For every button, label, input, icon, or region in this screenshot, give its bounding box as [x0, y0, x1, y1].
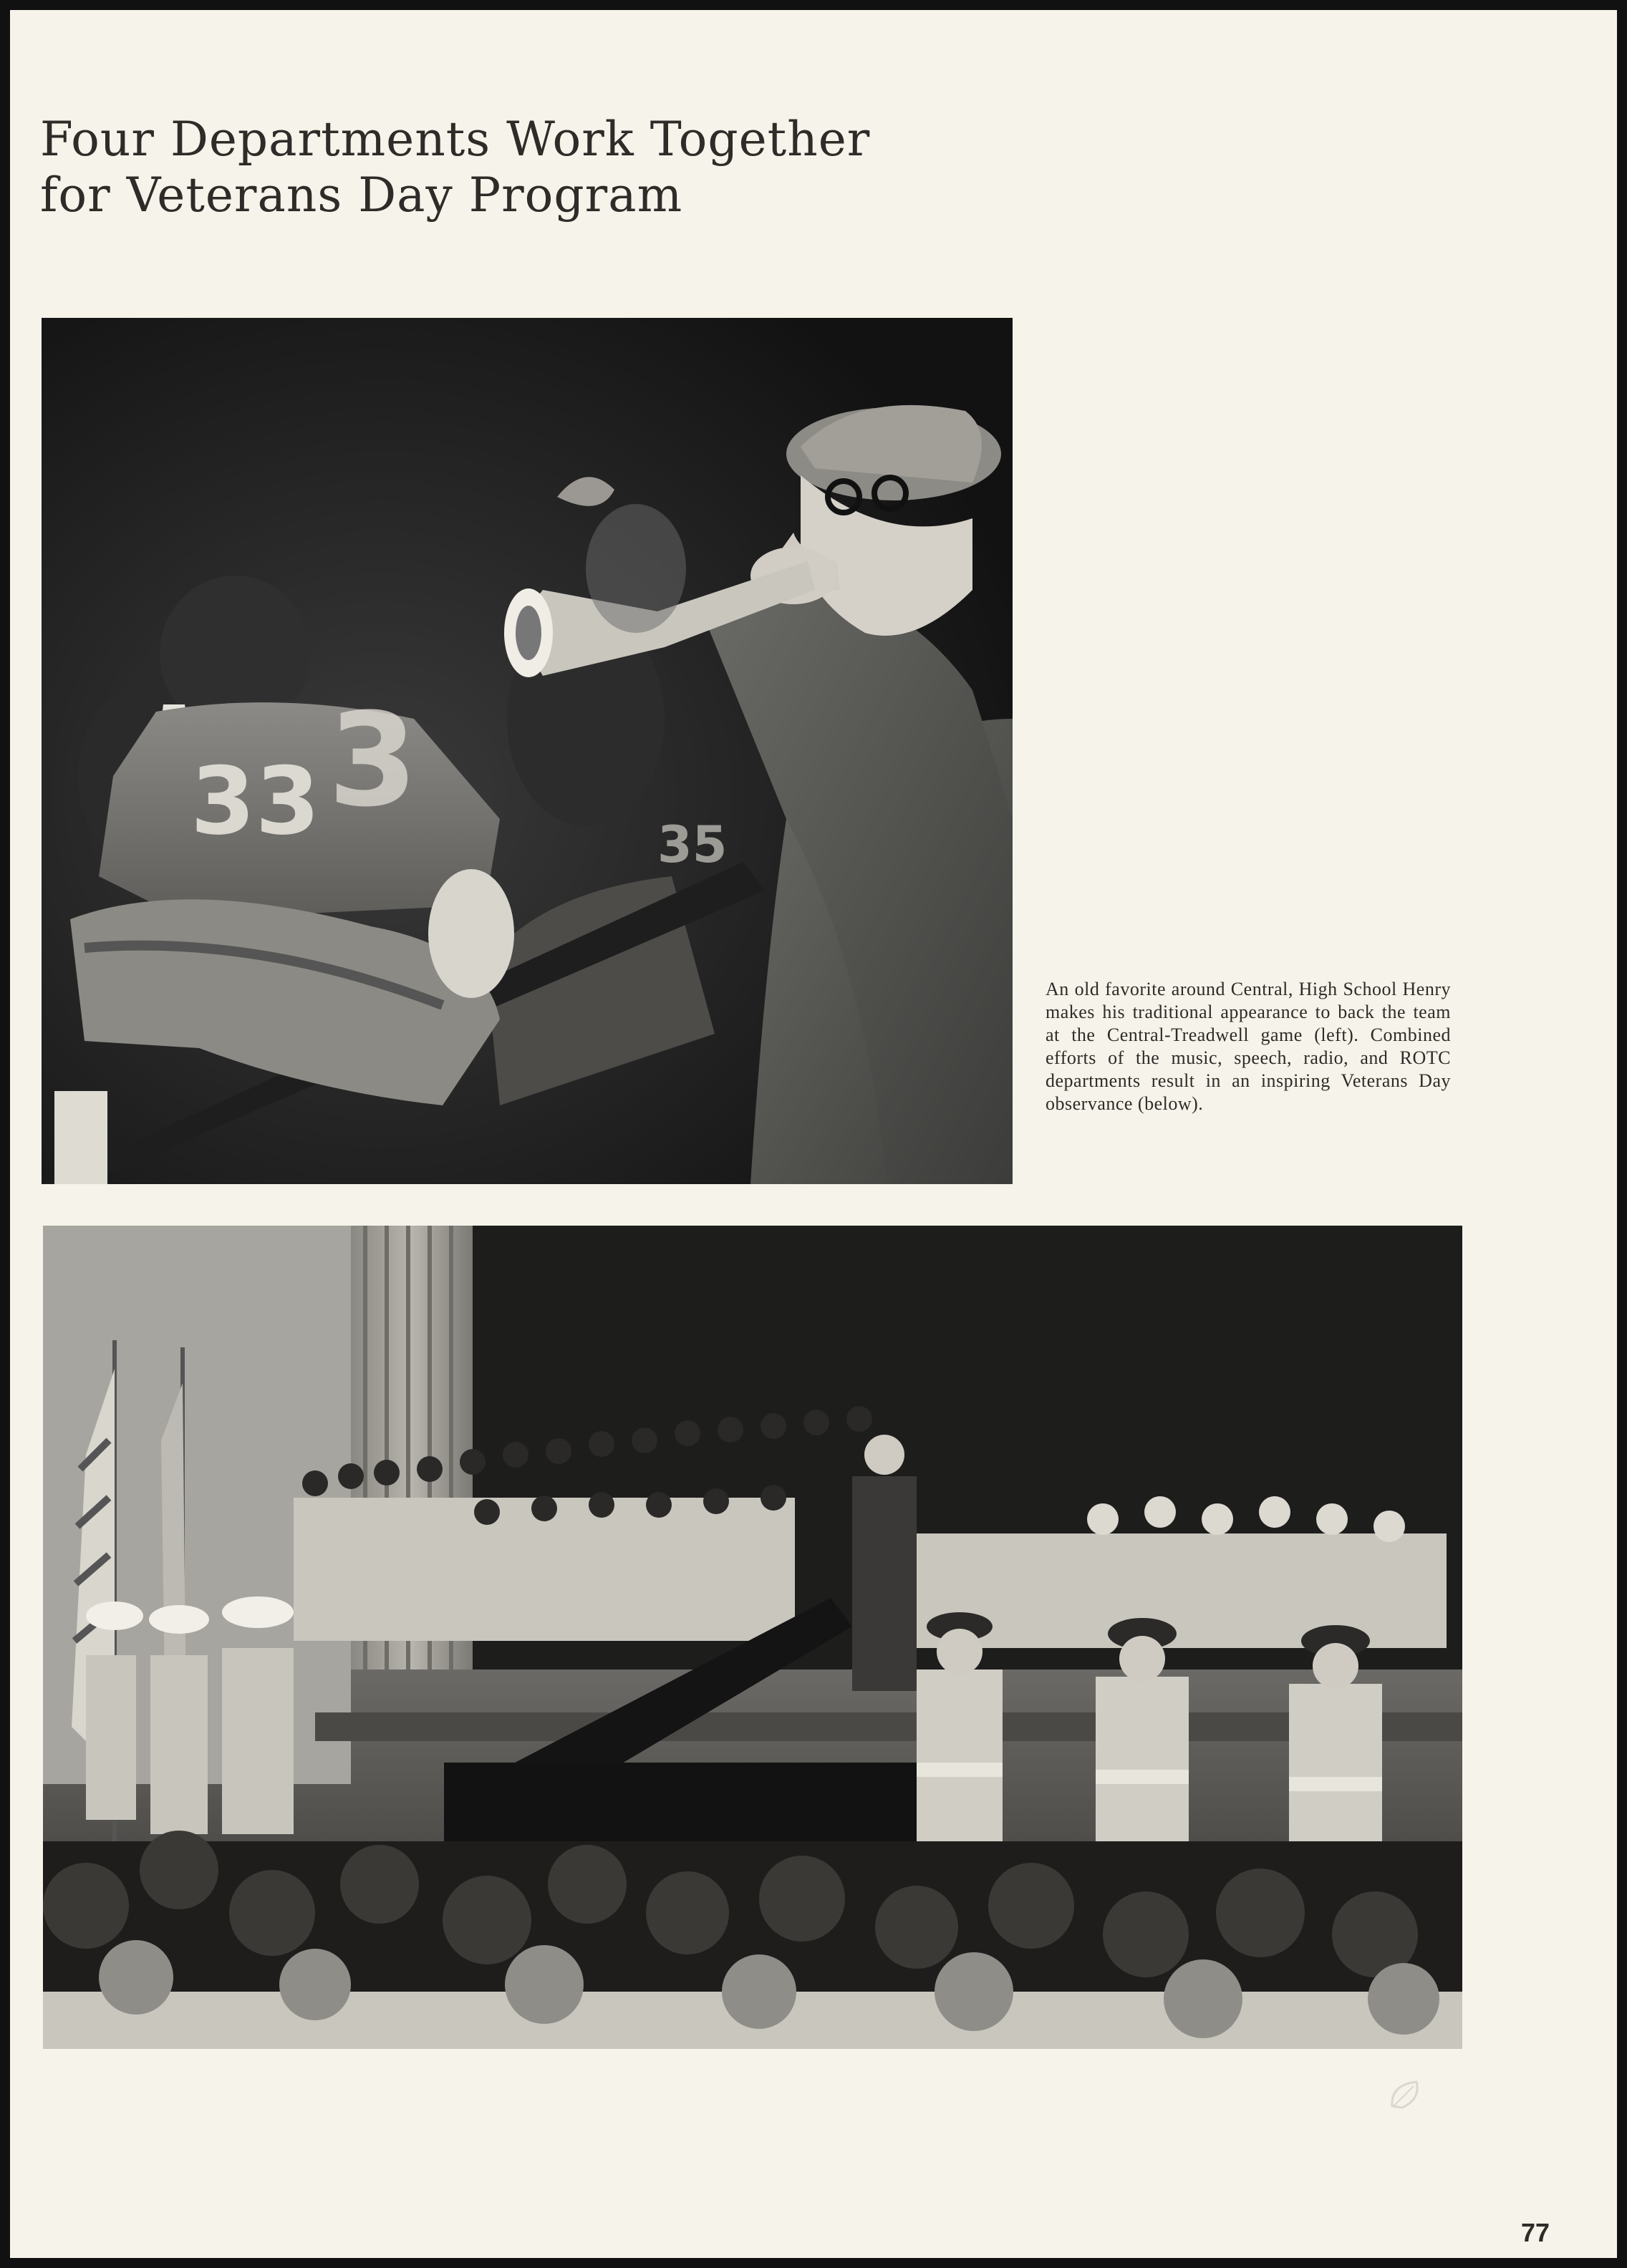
page-title: [40, 112, 971, 223]
jersey-number-33: 33: [190, 747, 320, 856]
veterans-day-illustration: [43, 1226, 1462, 2049]
jersey-number-35: 35: [657, 815, 728, 874]
football-game-illustration: [42, 318, 1013, 1184]
yearbook-page: [10, 10, 1617, 2258]
jersey-number-3: 3: [328, 686, 418, 835]
photo-caption: An old favorite around Central, High School Henry makes his traditional appearance to back the team at the Central-Treadwell game (left). Combined efforts of the music, speech, radio, and ROTC departments result in an inspiring Veterans Day observance (below).: [1046, 979, 1451, 1114]
veterans-day-program-photo: [43, 1226, 1462, 2049]
leaf-stamp-icon: [1388, 2078, 1425, 2112]
page-title-line-1: Four Departments Work Together: [40, 112, 871, 167]
page-title-line-2: for Veterans Day Program: [40, 168, 683, 223]
football-game-photo: [42, 318, 1013, 1184]
page-number: 77: [1521, 2218, 1550, 2247]
